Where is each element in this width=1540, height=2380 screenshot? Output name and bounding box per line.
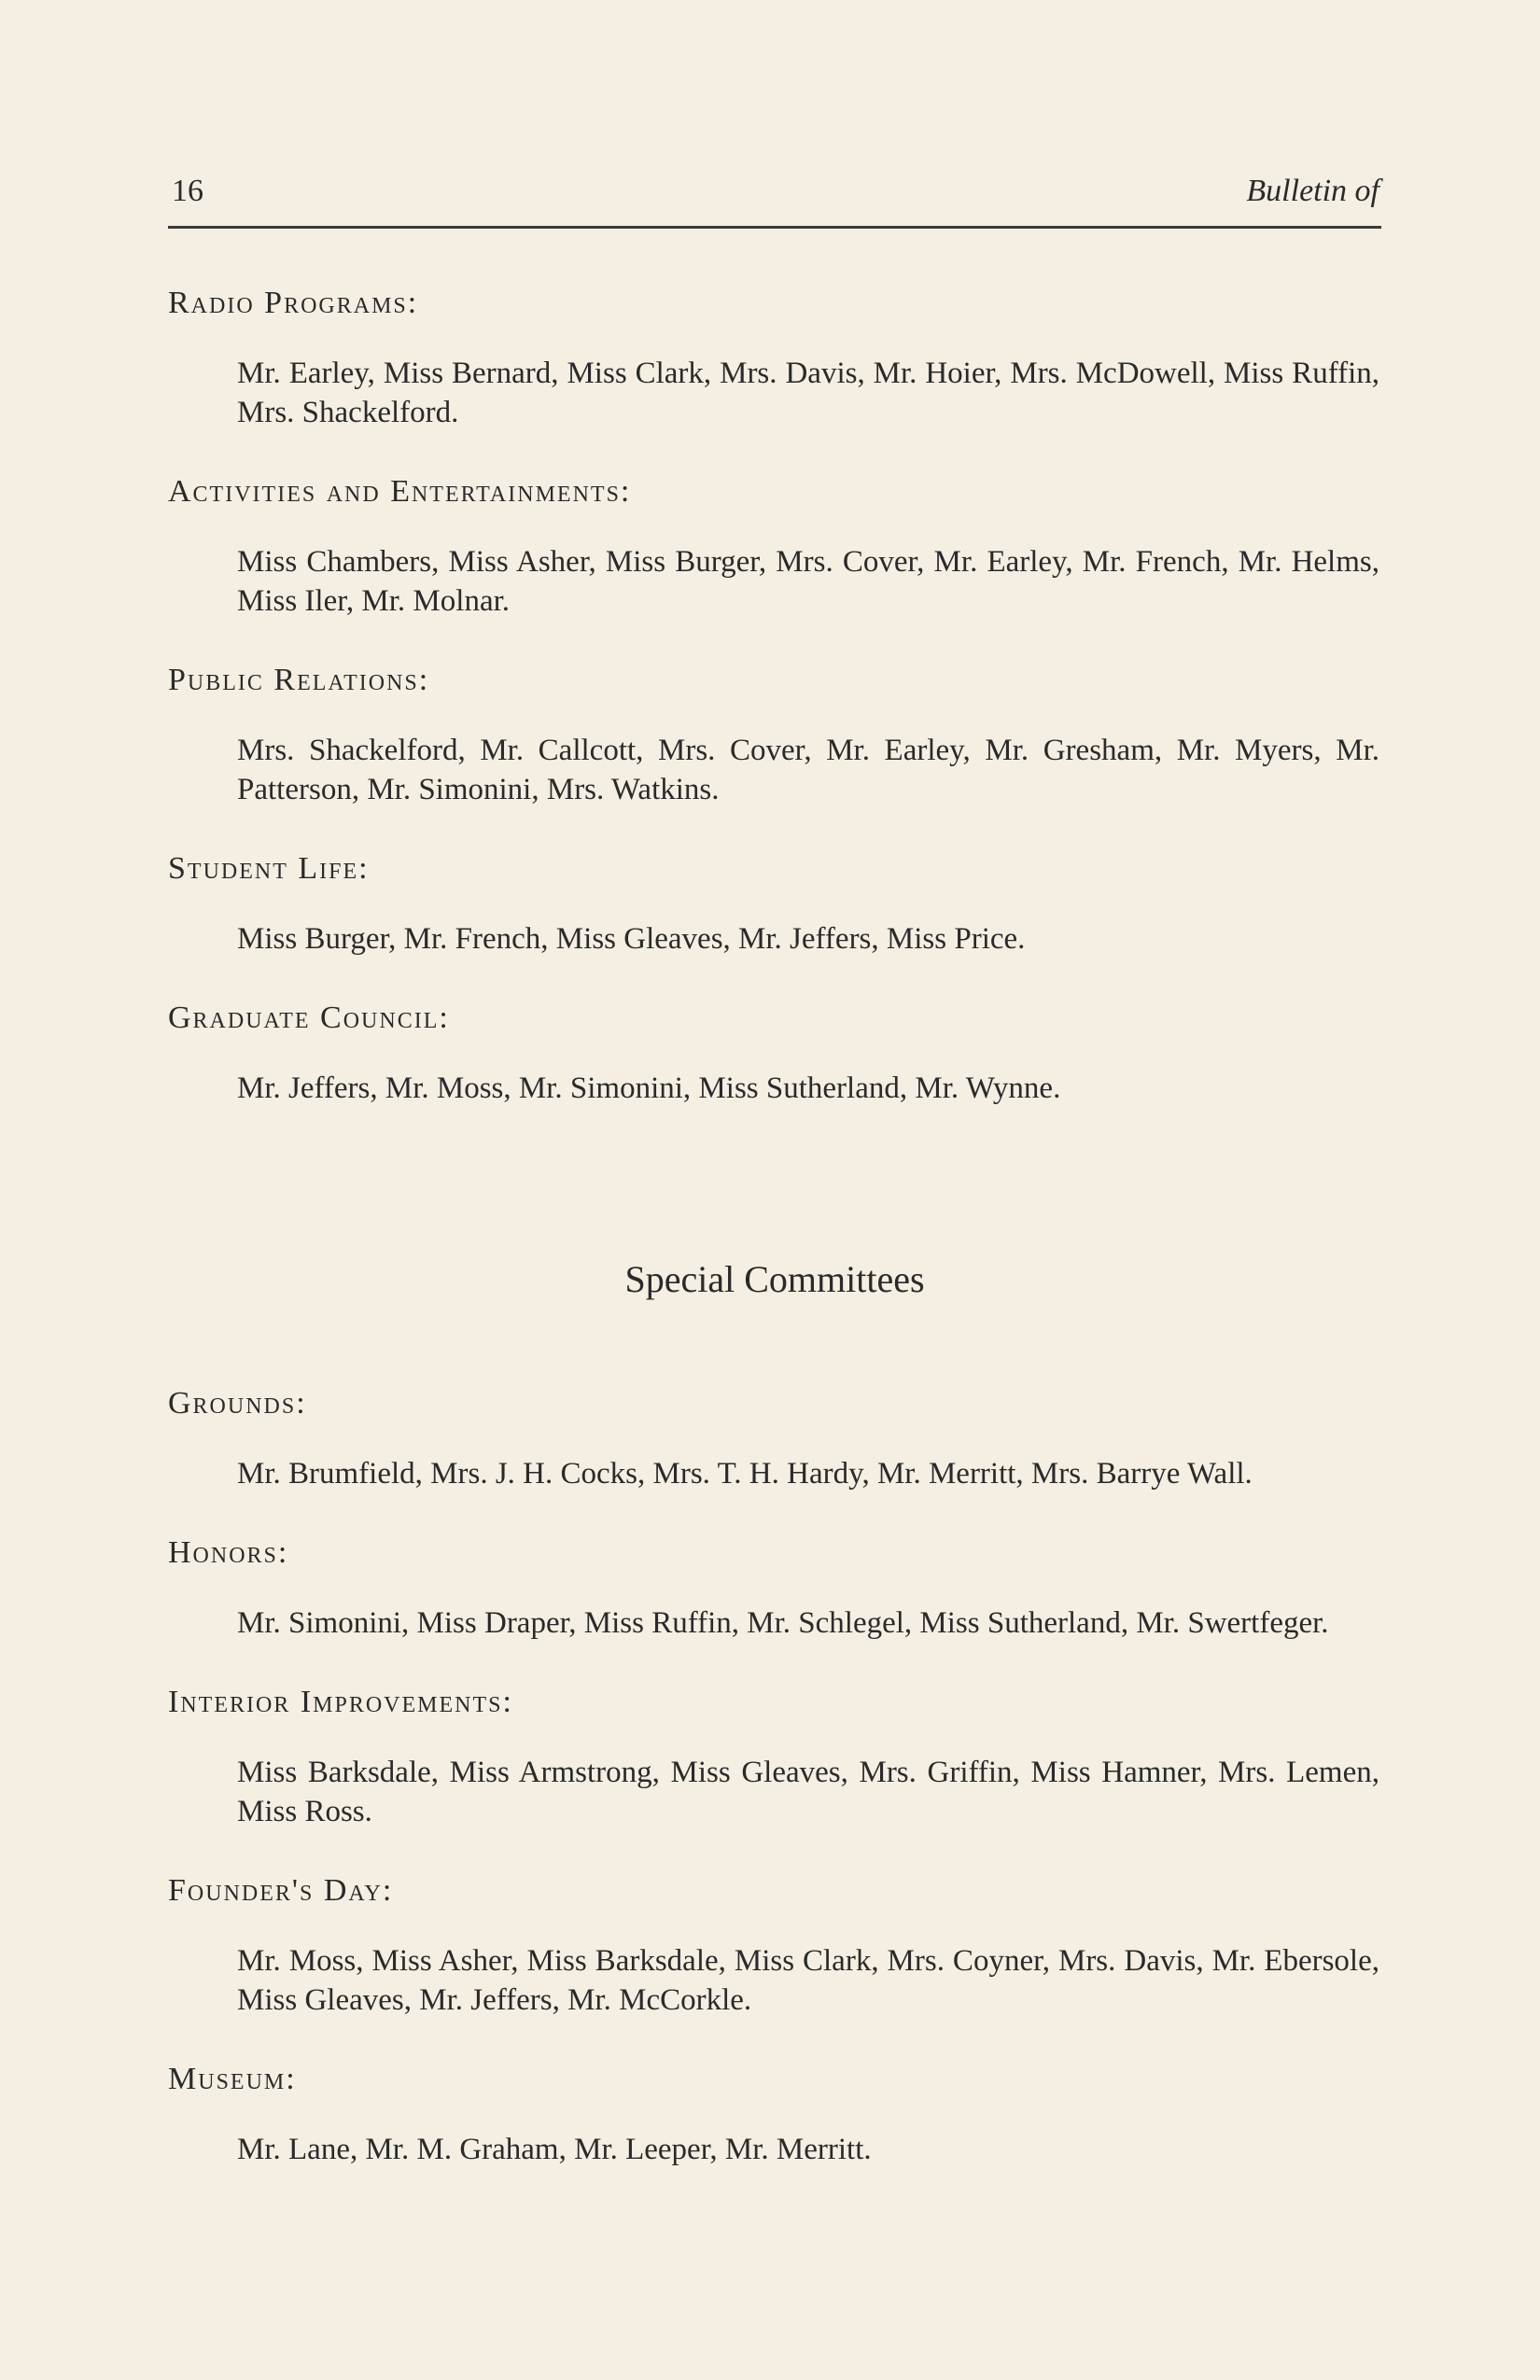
committee-interior-improvements (168, 1684, 1381, 1831)
committee-members: Mrs. Shackelford, Mr. Callcott, Mrs. Cover, Mr. Earley, Mr. Gresham, Mr. Myers, Mr. Patterson, Mr. Simonini, Mrs. Watkins. (237, 734, 1379, 806)
committee-members: Mr. Brumfield, Mrs. J. H. Cocks, Mrs. T. H. Hardy, Mr. Merritt, Mrs. Barrye Wall. (237, 1457, 1253, 1491)
committee-members: Mr. Jeffers, Mr. Moss, Mr. Simonini, Miss Sutherland, Mr. Wynne. (237, 1071, 1061, 1105)
committee-heading: Grounds: (168, 1386, 307, 1421)
running-head (168, 174, 1381, 229)
committee-heading: Honors: (168, 1535, 289, 1570)
committee-radio-programs (168, 285, 1381, 432)
committee-public-relations (168, 662, 1381, 809)
committee-activities-entertainments (168, 473, 1381, 621)
committee-heading: Radio Programs: (168, 286, 419, 320)
committee-heading: Graduate Council: (168, 1001, 450, 1035)
committee-members: Miss Barksdale, Miss Armstrong, Miss Gleaves, Mrs. Griffin, Miss Hamner, Mrs. Lemen, Miss Ross. (237, 1756, 1379, 1828)
special-committees-title: Special Committees (624, 1258, 925, 1300)
committee-heading: Museum: (168, 2062, 297, 2096)
committee-members: Miss Burger, Mr. French, Miss Gleaves, Mr. Jeffers, Miss Price. (237, 922, 1026, 956)
page-number: 16 (172, 174, 203, 208)
committee-list (168, 285, 1381, 2169)
committee-heading: Interior Improvements: (168, 1685, 513, 1719)
committee-members: Miss Chambers, Miss Asher, Miss Burger, Mrs. Cover, Mr. Earley, Mr. French, Mr. Helms, Miss Iler, Mr. Molnar. (237, 545, 1379, 618)
committee-members: Mr. Lane, Mr. M. Graham, Mr. Leeper, Mr. Merritt. (237, 2133, 872, 2166)
committee-members: Mr. Simonini, Miss Draper, Miss Ruffin, Mr. Schlegel, Miss Sutherland, Mr. Swertfeger. (237, 1606, 1329, 1640)
committee-student-life (168, 850, 1381, 959)
committee-founders-day (168, 1872, 1381, 2020)
committee-grounds (168, 1385, 1381, 1493)
committee-members: Mr. Moss, Miss Asher, Miss Barksdale, Miss Clark, Mrs. Coyner, Mrs. Davis, Mr. Ebersole, Miss Gleaves, Mr. Jeffers, Mr. McCorkle. (237, 1944, 1379, 2017)
committee-museum (168, 2061, 1381, 2169)
committee-heading: Student Life: (168, 851, 370, 886)
committee-members: Mr. Earley, Miss Bernard, Miss Clark, Mrs. Davis, Mr. Hoier, Mrs. McDowell, Miss Ruffin, Mrs. Shackelford. (237, 357, 1379, 429)
committee-graduate-council (168, 1000, 1381, 1108)
committee-heading: Founder's Day: (168, 1873, 394, 1908)
committee-heading: Public Relations: (168, 663, 430, 697)
running-title: Bulletin of (1246, 174, 1379, 208)
committee-honors (168, 1534, 1381, 1643)
committee-heading: Activities and Entertainments: (168, 474, 632, 509)
